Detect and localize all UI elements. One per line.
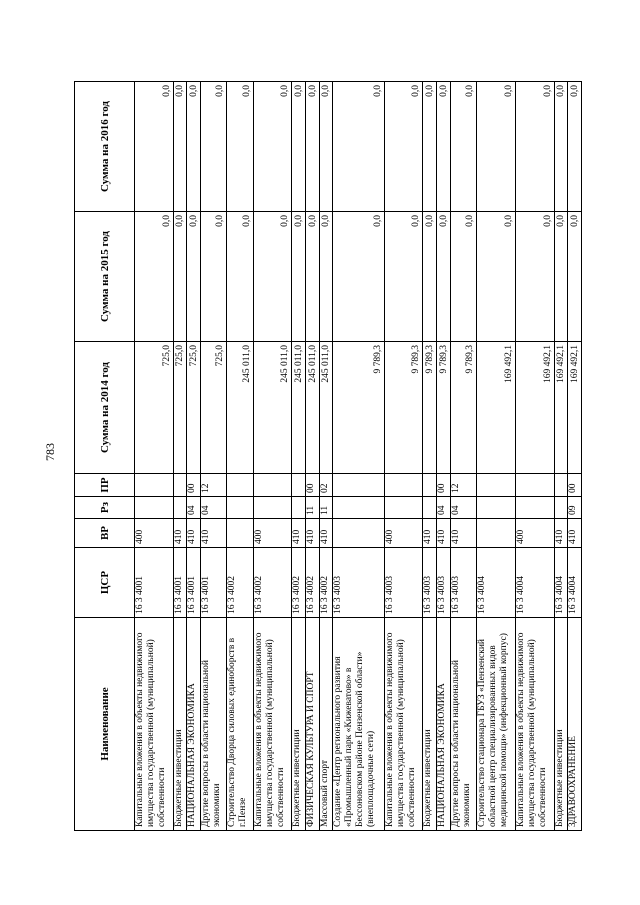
cell-sum-2016: 0,0 [253,82,292,212]
cell-name: Другие вопросы в области национальной экономики [450,618,476,831]
cell-rz: 04 [187,497,201,519]
cell-vr [227,519,253,548]
cell-pr: 02 [319,474,333,497]
cell-vr: 410 [201,519,227,548]
cell-name: Капитальные вложения в объекты недвижимого имущества государственной (муниципальной) собственности [384,618,423,831]
cell-sum-2014: 725,0 [135,342,174,474]
cell-vr: 410 [319,519,333,548]
cell-name: ЗДРАВООХРАНЕНИЕ [568,618,582,831]
cell-pr [423,474,437,497]
cell-sum-2016: 0,0 [227,82,253,212]
cell-csr: 16 3 4001 [201,548,227,618]
cell-csr: 16 3 4004 [554,548,568,618]
cell-pr [333,474,384,497]
cell-csr: 16 3 4001 [135,548,174,618]
cell-csr: 16 3 4004 [515,548,554,618]
cell-name: Капитальные вложения в объекты недвижимого имущества государственной (муниципальной) собственности [515,618,554,831]
cell-vr: 400 [515,519,554,548]
cell-csr: 16 3 4001 [187,548,201,618]
cell-name: Строительство Дворца силовых единоборств в г.Пензе [227,618,253,831]
cell-name: Строительство стационара ГБУЗ «Пензенский областной центр специализированных видов медицинской помощи» (инфекционный корпус) [476,618,515,831]
cell-rz [135,497,174,519]
cell-sum-2015: 0,0 [201,212,227,342]
header-csr: ЦСР [75,548,135,618]
cell-sum-2016: 0,0 [333,82,384,212]
cell-name: ФИЗИЧЕСКАЯ КУЛЬТУРА И СПОРТ [305,618,319,831]
cell-sum-2014: 169 492,1 [515,342,554,474]
cell-rz: 09 [568,497,582,519]
cell-rz [173,497,187,519]
cell-name: Капитальные вложения в объекты недвижимого имущества государственной (муниципальной) собственности [253,618,292,831]
cell-sum-2015: 0,0 [253,212,292,342]
cell-sum-2016: 0,0 [305,82,319,212]
cell-name: Бюджетные инвестиции [292,618,306,831]
page-number: 783 [43,443,57,461]
cell-sum-2014: 9 789,3 [450,342,476,474]
rotated-table-container [74,82,582,831]
cell-sum-2015: 0,0 [384,212,423,342]
cell-csr: 16 3 4004 [568,548,582,618]
cell-sum-2014: 245 011,0 [227,342,253,474]
cell-name: НАЦИОНАЛЬНАЯ ЭКОНОМИКА [187,618,201,831]
cell-rz [292,497,306,519]
cell-sum-2015: 0,0 [187,212,201,342]
cell-sum-2015: 0,0 [554,212,568,342]
table-row [437,82,451,831]
cell-rz [423,497,437,519]
cell-sum-2015: 0,0 [333,212,384,342]
table-row [450,82,476,831]
table-header-row [75,82,135,831]
cell-sum-2016: 0,0 [568,82,582,212]
table-row [515,82,554,831]
budget-table [74,81,582,831]
cell-sum-2015: 0,0 [476,212,515,342]
cell-name: Бюджетные инвестиции [423,618,437,831]
cell-rz [515,497,554,519]
table-row [253,82,292,831]
cell-pr: 00 [187,474,201,497]
table-row [305,82,319,831]
cell-sum-2016: 0,0 [173,82,187,212]
cell-sum-2014: 245 011,0 [292,342,306,474]
cell-name: Бюджетные инвестиции [554,618,568,831]
cell-csr: 16 3 4002 [253,548,292,618]
cell-vr: 410 [450,519,476,548]
cell-rz [554,497,568,519]
table-body [135,82,582,831]
cell-pr: 12 [201,474,227,497]
cell-name: НАЦИОНАЛЬНАЯ ЭКОНОМИКА [437,618,451,831]
cell-csr: 16 3 4002 [319,548,333,618]
cell-sum-2014: 9 789,3 [384,342,423,474]
cell-sum-2015: 0,0 [437,212,451,342]
cell-name: Бюджетные инвестиции [173,618,187,831]
cell-sum-2016: 0,0 [476,82,515,212]
cell-sum-2016: 0,0 [450,82,476,212]
cell-csr: 16 3 4001 [173,548,187,618]
cell-rz [253,497,292,519]
table-row [227,82,253,831]
cell-sum-2014: 725,0 [187,342,201,474]
cell-vr [333,519,384,548]
cell-rz: 04 [201,497,227,519]
header-sum-2015: Сумма на 2015 год [75,212,135,342]
header-name: Наименование [75,618,135,831]
cell-sum-2015: 0,0 [292,212,306,342]
cell-sum-2014: 245 011,0 [253,342,292,474]
cell-rz [384,497,423,519]
cell-sum-2016: 0,0 [292,82,306,212]
header-sum-2014: Сумма на 2014 год [75,342,135,474]
cell-pr [384,474,423,497]
cell-rz [333,497,384,519]
table-row [292,82,306,831]
cell-vr: 410 [173,519,187,548]
table-row [554,82,568,831]
table-row [173,82,187,831]
cell-sum-2016: 0,0 [201,82,227,212]
cell-rz: 04 [437,497,451,519]
table-row [201,82,227,831]
cell-vr: 400 [135,519,174,548]
cell-vr: 410 [187,519,201,548]
cell-vr: 410 [305,519,319,548]
cell-vr: 410 [554,519,568,548]
cell-pr: 00 [305,474,319,497]
cell-pr [515,474,554,497]
cell-name: Массовый спорт [319,618,333,831]
cell-vr: 400 [253,519,292,548]
header-rz: Рз [75,497,135,519]
cell-rz: 04 [450,497,476,519]
table-row [476,82,515,831]
cell-sum-2016: 0,0 [319,82,333,212]
cell-pr [135,474,174,497]
cell-sum-2015: 0,0 [173,212,187,342]
cell-vr [476,519,515,548]
cell-vr: 410 [423,519,437,548]
cell-csr: 16 3 4002 [292,548,306,618]
cell-pr [173,474,187,497]
cell-csr: 16 3 4003 [437,548,451,618]
cell-csr: 16 3 4004 [476,548,515,618]
cell-vr: 410 [437,519,451,548]
cell-sum-2014: 169 492,1 [476,342,515,474]
cell-sum-2015: 0,0 [227,212,253,342]
cell-sum-2014: 169 492,1 [568,342,582,474]
cell-vr: 400 [384,519,423,548]
cell-rz: 11 [319,497,333,519]
table-row [319,82,333,831]
cell-pr: 00 [568,474,582,497]
cell-sum-2015: 0,0 [319,212,333,342]
cell-sum-2014: 725,0 [173,342,187,474]
cell-sum-2014: 9 789,3 [423,342,437,474]
cell-pr [253,474,292,497]
cell-rz [476,497,515,519]
table-row [384,82,423,831]
cell-sum-2016: 0,0 [187,82,201,212]
cell-vr: 410 [568,519,582,548]
cell-name: Капитальные вложения в объекты недвижимого имущества государственной (муниципальной) собственности [135,618,174,831]
cell-csr: 16 3 4003 [423,548,437,618]
table-row [568,82,582,831]
cell-pr [554,474,568,497]
cell-pr: 12 [450,474,476,497]
cell-sum-2015: 0,0 [135,212,174,342]
cell-pr [476,474,515,497]
cell-sum-2014: 245 011,0 [319,342,333,474]
cell-rz [227,497,253,519]
cell-sum-2016: 0,0 [135,82,174,212]
cell-sum-2016: 0,0 [515,82,554,212]
cell-sum-2016: 0,0 [554,82,568,212]
cell-sum-2015: 0,0 [568,212,582,342]
cell-sum-2015: 0,0 [450,212,476,342]
cell-csr: 16 3 4003 [450,548,476,618]
cell-csr: 16 3 4002 [305,548,319,618]
cell-sum-2014: 169 492,1 [554,342,568,474]
table-row [187,82,201,831]
cell-name: Создание «Центр регионального развития «Промышленный парк «Кижеватово» в Бессоновском районе Пензенской области» (внеплощадочные сети) [333,618,384,831]
table-row [423,82,437,831]
cell-pr: 00 [437,474,451,497]
header-sum-2016: Сумма на 2016 год [75,82,135,212]
cell-sum-2015: 0,0 [423,212,437,342]
header-vr: ВР [75,519,135,548]
cell-sum-2014: 245 011,0 [305,342,319,474]
table-row [135,82,174,831]
header-pr: ПР [75,474,135,497]
cell-sum-2014: 725,0 [201,342,227,474]
cell-sum-2016: 0,0 [437,82,451,212]
cell-name: Другие вопросы в области национальной экономики [201,618,227,831]
cell-sum-2016: 0,0 [423,82,437,212]
cell-sum-2016: 0,0 [384,82,423,212]
cell-sum-2014: 9 789,3 [333,342,384,474]
cell-csr: 16 3 4002 [227,548,253,618]
cell-pr [227,474,253,497]
cell-vr: 410 [292,519,306,548]
cell-sum-2015: 0,0 [305,212,319,342]
cell-pr [292,474,306,497]
cell-sum-2014: 9 789,3 [437,342,451,474]
cell-csr: 16 3 4003 [333,548,384,618]
cell-sum-2015: 0,0 [515,212,554,342]
table-row [333,82,384,831]
cell-csr: 16 3 4003 [384,548,423,618]
cell-rz: 11 [305,497,319,519]
